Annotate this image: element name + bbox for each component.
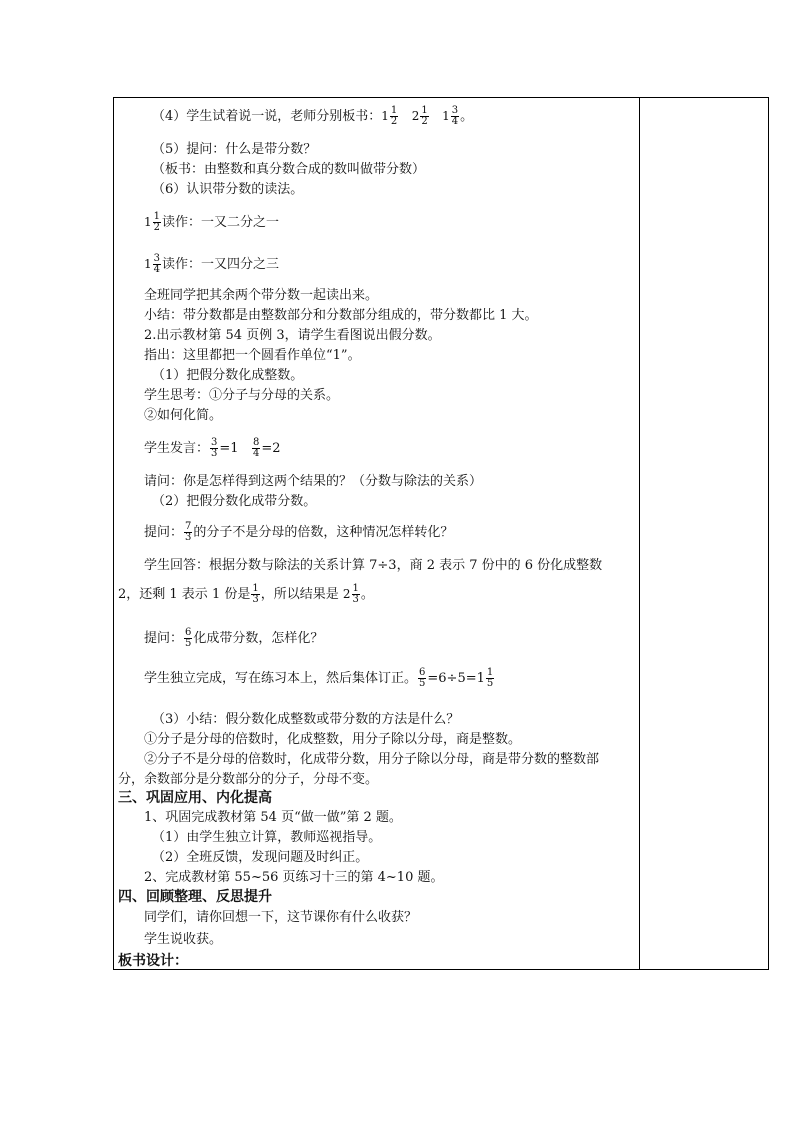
fraction <box>352 584 360 605</box>
text: 读作：一又二分之一 <box>162 215 280 230</box>
line-review-question: 同学们，请你回想一下，这节课你有什么收获？ <box>144 910 418 925</box>
numerator: 8 <box>252 437 260 448</box>
line-summary-1: 小结：带分数都是由整数部分和分数部分组成的，带分数都比 1 大。 <box>144 308 538 323</box>
denominator: 4 <box>451 116 459 127</box>
text: 的分子不是分母的倍数，这种情况怎样转化？ <box>193 525 454 540</box>
text: （4）学生试着说一说，老师分别板书： <box>152 109 382 124</box>
line-board-note: （板书：由整数和真分数合成的数叫做带分数） <box>152 162 426 177</box>
mixed-whole: 1 <box>381 109 389 123</box>
fraction <box>252 438 260 459</box>
fraction <box>486 668 494 689</box>
denominator: 4 <box>153 264 161 275</box>
line-step-5: （5）提问：什么是带分数？ <box>152 142 317 157</box>
denominator: 5 <box>185 638 192 649</box>
text: =1 <box>219 441 239 456</box>
line-consolidate-1b: （2）全班反馈，发现问题及时纠正。 <box>152 850 369 865</box>
numerator: 3 <box>211 437 218 448</box>
line-question-7-3 <box>144 522 453 543</box>
denominator: 3 <box>211 448 218 459</box>
text: =6÷5=1 <box>427 671 485 686</box>
mixed-whole: 2 <box>342 587 351 601</box>
line-answer-1: 学生回答：根据分数与除法的关系计算 7÷3，商 2 表示 7 份中的 6 份化成整数 <box>144 558 603 573</box>
denominator: 3 <box>185 532 192 543</box>
denominator: 3 <box>352 594 359 605</box>
denominator: 5 <box>419 678 426 689</box>
text: 提问： <box>144 631 184 646</box>
fraction <box>420 106 428 127</box>
numerator: 3 <box>153 253 161 264</box>
fraction <box>153 212 161 233</box>
mixed-whole: 1 <box>144 215 152 229</box>
denominator: 2 <box>421 116 428 127</box>
numerator: 3 <box>451 105 459 116</box>
fraction <box>451 106 459 127</box>
line-answer-2 <box>118 584 374 605</box>
numerator: 1 <box>352 583 359 594</box>
numerator: 1 <box>486 667 494 678</box>
text: 提问： <box>144 525 184 540</box>
text: ，所以结果是 <box>260 587 339 602</box>
line-student-answer <box>144 438 281 459</box>
text: 2，还剩 1 表示 1 份是 <box>118 587 251 602</box>
notes-cell <box>640 98 768 969</box>
line-review-answer: 学生说收获。 <box>144 932 223 947</box>
mixed-whole: 1 <box>144 257 152 271</box>
mixed-whole: 2 <box>411 109 420 123</box>
line-class-read: 全班同学把其余两个带分数一起读出来。 <box>144 288 379 303</box>
section-heading-board: 板书设计： <box>118 953 188 969</box>
fraction <box>210 438 218 459</box>
line-sub-2: （2）把假分数化成带分数。 <box>152 494 317 509</box>
text: 。 <box>360 587 374 602</box>
mixed-whole: 1 <box>442 109 450 123</box>
text: 化成带分数，怎样化？ <box>193 631 324 646</box>
numerator: 6 <box>419 667 426 678</box>
text: 学生发言： <box>144 441 210 456</box>
line-sub-1: （1）把假分数化成整数。 <box>152 368 304 383</box>
line-summary-3: （3）小结：假分数化成整数或带分数的方法是什么？ <box>152 712 460 727</box>
line-reading-1 <box>144 212 279 233</box>
fraction <box>184 628 192 649</box>
numerator: 7 <box>185 521 192 532</box>
line-question-6-5 <box>144 628 323 649</box>
denominator: 5 <box>486 678 494 689</box>
line-method-2: ②分子不是分母的倍数时，化成带分数，用分子除以分母，商是带分数的整数部 <box>144 752 600 767</box>
denominator: 2 <box>390 116 398 127</box>
numerator: 1 <box>421 105 428 116</box>
numerator: 6 <box>185 627 192 638</box>
line-consolidate-1: 1、巩固完成教材第 54 页“做一做”第 2 题。 <box>144 810 402 825</box>
line-simplify: ②如何化简。 <box>144 408 223 423</box>
text: 读作：一又四分之三 <box>162 257 280 272</box>
lesson-plan-table <box>113 97 769 970</box>
text: 学生独立完成，写在练习本上，然后集体订正。 <box>144 671 418 686</box>
line-ask-how: 请问：你是怎样得到这两个结果的？（分数与除法的关系） <box>144 474 483 489</box>
line-reading-2 <box>144 254 279 275</box>
fraction <box>251 584 259 605</box>
line-consolidate-1a: （1）由学生独立计算，教师巡视指导。 <box>152 830 382 845</box>
numerator: 1 <box>252 583 259 594</box>
line-method-2-cont: 分，余数部分是分数部分的分子，分母不变。 <box>118 772 379 787</box>
numerator: 1 <box>390 105 398 116</box>
main-content-cell <box>114 98 639 969</box>
fraction <box>153 254 161 275</box>
line-consolidate-2: 2、完成教材第 55~56 页练习十三的第 4~10 题。 <box>144 870 444 885</box>
fraction <box>390 106 398 127</box>
numerator: 1 <box>153 211 161 222</box>
line-step-6: （6）认识带分数的读法。 <box>152 182 304 197</box>
line-think: 学生思考：①分子与分母的关系。 <box>144 388 340 403</box>
section-heading-4: 四、回顾整理、反思提升 <box>118 889 272 905</box>
denominator: 4 <box>252 448 260 459</box>
fraction <box>184 522 192 543</box>
fraction <box>418 668 426 689</box>
line-method-1: ①分子是分母的倍数时，化成整数，用分子除以分母，商是整数。 <box>144 732 522 747</box>
line-point-out: 指出：这里都把一个圆看作单位“1”。 <box>144 348 361 363</box>
section-heading-3: 三、巩固应用、内化提高 <box>118 790 272 806</box>
line-example-3: 2.出示教材第 54 页例 3，请学生看图说出假分数。 <box>144 328 441 343</box>
denominator: 3 <box>252 594 259 605</box>
text: =2 <box>261 441 281 456</box>
denominator: 2 <box>153 222 161 233</box>
text: 。 <box>460 109 474 124</box>
line-independent-work <box>144 668 495 689</box>
line-step-4 <box>152 106 473 127</box>
